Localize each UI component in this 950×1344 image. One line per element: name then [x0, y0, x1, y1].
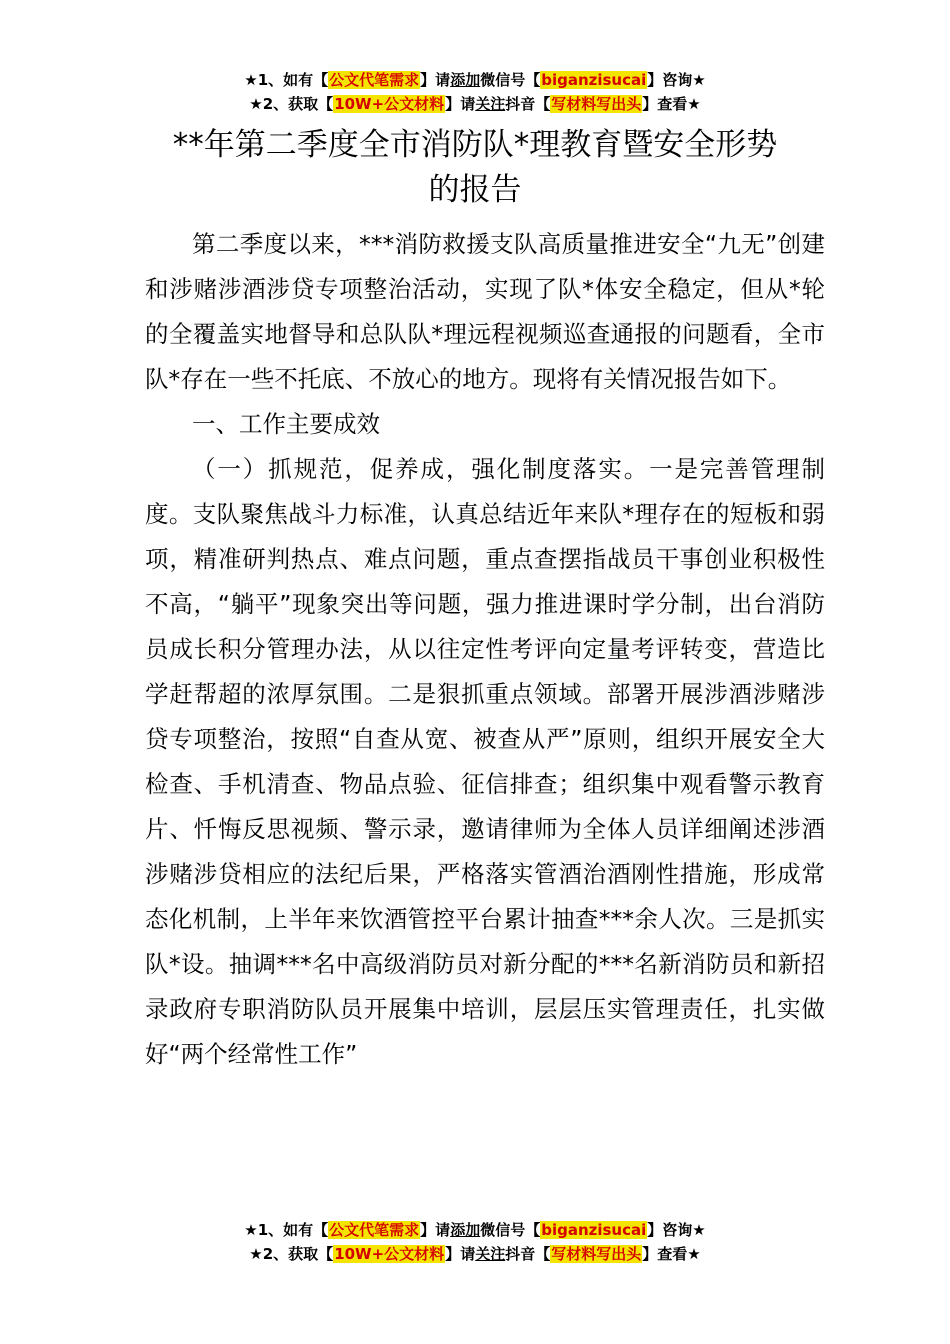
banner-line-2: ★2、获取【10W+公文材料】请关注抖音【写材料写出头】查看★ — [249, 95, 701, 113]
title-line-1: **年第二季度全市消防队*理教育暨安全形势 — [172, 127, 778, 163]
highlight-materials: 10W+公文材料 — [334, 95, 445, 113]
highlight-wechat-id: biganzisucai — [541, 1221, 647, 1239]
highlight-service: 公文代笔需求 — [329, 1221, 420, 1239]
section-heading: 一、工作主要成效 — [192, 410, 380, 438]
footer-banner — [0, 1218, 950, 1266]
banner-line-1: ★1、如有【公文代笔需求】请添加微信号【biganzisucai】咨询★ — [244, 1221, 706, 1239]
paragraph-section-1: （一）抓规范，促养成，强化制度落实。一是完善管理制度。支队聚焦战斗力标准，认真总结近年来队*理存在的短板和弱项，精准研判热点、难点问题，重点查摆指战员干事创业积极性不高，“躺平”现象突出等问题，强力推进课时学分制，出台消防员成长积分管理办法，从以往定性考评向定量考评转变，营造比学赶帮超的浓厚氛围。二是狠抓重点领域。部署开展涉酒涉赌涉贷专项整治，按照“自查从宽、被查从严”原则，组织开展安全大检查、手机清查、物品点验、征信排查；组织集中观看警示教育片、忏悔反思视频、警示录，邀请律师为全体人员详细阐述涉酒涉赌涉贷相应的法纪后果，严格落实管酒治酒刚性措施，形成常态化机制，上半年来饮酒管控平台累计抽查***余人次。三是抓实队*设。抽调***名中高级消防员对新分配的***名新消防员和新招录政府专职消防队员开展集中培训，层层压实管理责任，扎实做好“两个经常性工作” — [145, 455, 825, 1068]
header-banner — [0, 68, 950, 116]
highlight-service: 公文代笔需求 — [329, 71, 420, 89]
paragraph-intro: 第二季度以来，***消防救援支队高质量推进安全“九无”创建和涉赌涉酒涉贷专项整治活动，实现了队*体安全稳定，但从*轮的全覆盖实地督导和总队队*理远程视频巡查通报的问题看，全市队*存在一些不托底、不放心的地方。现将有关情况报告如下。 — [145, 230, 825, 393]
banner-line-1: ★1、如有【公文代笔需求】请添加微信号【biganzisucai】咨询★ — [244, 71, 706, 89]
highlight-wechat-id: biganzisucai — [541, 71, 647, 89]
document-body — [145, 222, 825, 1077]
highlight-materials: 10W+公文材料 — [334, 1245, 445, 1263]
title-line-2: 的报告 — [428, 172, 522, 208]
banner-line-2: ★2、获取【10W+公文材料】请关注抖音【写材料写出头】查看★ — [249, 1245, 701, 1263]
document-title — [110, 123, 840, 213]
highlight-douyin-id: 写材料写出头 — [551, 1245, 642, 1263]
highlight-douyin-id: 写材料写出头 — [551, 95, 642, 113]
